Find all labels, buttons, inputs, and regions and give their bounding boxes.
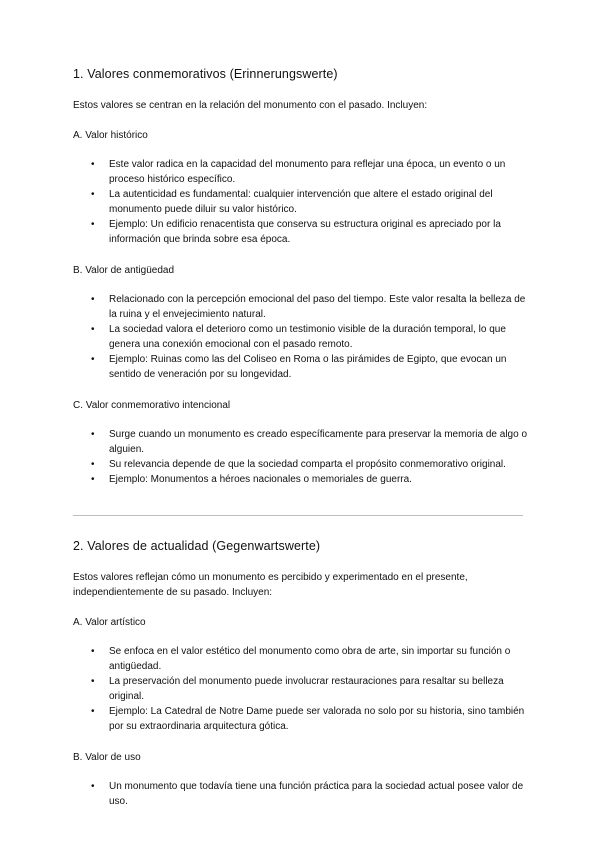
subsection-heading: C. Valor conmemorativo intencional [73, 400, 231, 411]
subsection-heading: A. Valor histórico [73, 130, 148, 141]
bullet-list [73, 644, 533, 734]
section-intro: Estos valores reflejan cómo un monumento es percibido y experimentado en el presente, independientemente de su pasado. Incluyen: [73, 572, 468, 598]
section-title: 2. Valores de actualidad (Gegenwartswerte) [73, 539, 321, 553]
bullet-list [73, 779, 533, 809]
list-item: • Se enfoca en el valor estético del monumento como obra de arte, sin importar su función o antigüedad. [73, 644, 533, 674]
subsection-heading: B. Valor de uso [73, 752, 141, 763]
document-content [73, 66, 533, 826]
subsection-heading: B. Valor de antigüedad [73, 265, 175, 276]
section-commemorative-values [73, 66, 533, 487]
section-title: 1. Valores conmemorativos (Erinnerungswerte) [73, 67, 338, 81]
bullet-list [73, 157, 533, 247]
bullet-list [73, 427, 533, 487]
list-item: • Ejemplo: Un edificio renacentista que conserva su estructura original es apreciado por la información que brinda sobre esa época. [73, 217, 533, 247]
list-item: • Surge cuando un monumento es creado específicamente para preservar la memoria de algo o alguien. [73, 427, 533, 457]
list-item: • La sociedad valora el deterioro como un testimonio visible de la duración temporal, lo que genera una conexión emocional con el pasado remoto. [73, 322, 533, 352]
list-item: • Ejemplo: Monumentos a héroes nacionales o memoriales de guerra. [73, 472, 533, 487]
subsection-heading: A. Valor artístico [73, 617, 146, 628]
section-intro: Estos valores se centran en la relación del monumento con el pasado. Incluyen: [73, 100, 428, 111]
list-item: • Este valor radica en la capacidad del monumento para reflejar una época, un evento o un proceso histórico específico. [73, 157, 533, 187]
list-item: • Ejemplo: La Catedral de Notre Dame puede ser valorada no solo por su historia, sino también por su extraordinaria arquitectura gótica. [73, 704, 533, 734]
section-present-values [73, 538, 533, 809]
list-item: • Su relevancia depende de que la sociedad comparta el propósito conmemorativo original. [73, 457, 533, 472]
list-item: • La preservación del monumento puede involucrar restauraciones para resaltar su belleza original. [73, 674, 533, 704]
list-item: • Relacionado con la percepción emocional del paso del tiempo. Este valor resalta la belleza de la ruina y el envejecimiento natural. [73, 292, 533, 322]
list-item: • La autenticidad es fundamental: cualquier intervención que altere el estado original del monumento puede diluir su valor histórico. [73, 187, 533, 217]
list-item: • Ejemplo: Ruinas como las del Coliseo en Roma o las pirámides de Egipto, que evocan un sentido de veneración por su longevidad. [73, 352, 533, 382]
bullet-list [73, 292, 533, 382]
list-item: • Un monumento que todavía tiene una función práctica para la sociedad actual posee valor de uso. [73, 779, 533, 809]
section-divider [73, 515, 523, 516]
